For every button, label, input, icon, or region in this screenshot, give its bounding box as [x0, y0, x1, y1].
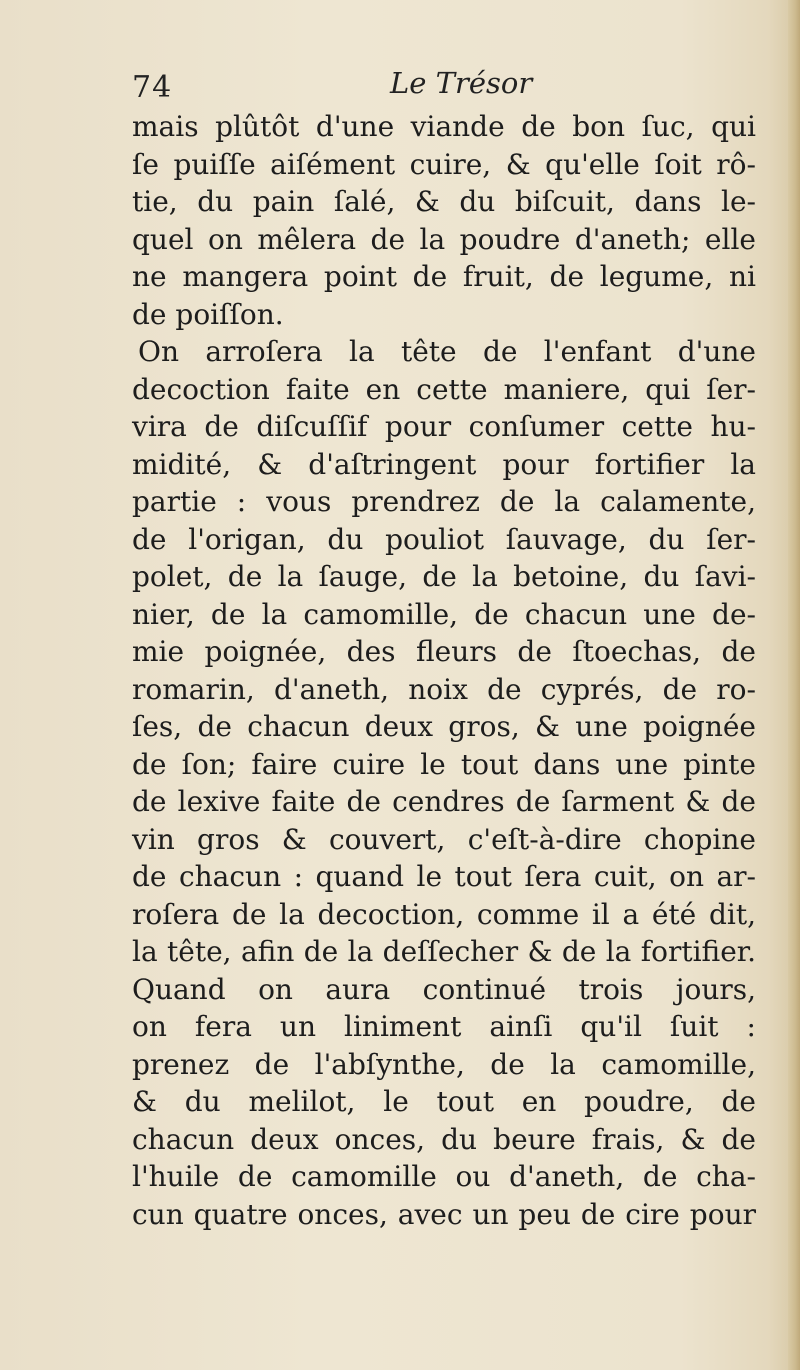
- text-line: mais plûtôt d'une viande de bon ſuc, qui: [132, 110, 756, 143]
- text-line: romarin, d'aneth, noix de cyprés, de ro-: [132, 672, 756, 706]
- page-edge: [788, 0, 800, 1370]
- text-line: on fera un liniment ainſi qu'il ſuit :: [132, 1010, 756, 1043]
- page-number: 74: [132, 70, 173, 105]
- text-line: Quand on aura continué trois jours,: [132, 972, 756, 1006]
- text-line: de poiſſon.: [132, 297, 284, 331]
- text-line: partie : vous prendrez de la calamente,: [132, 485, 756, 518]
- text-line: ſe puiſſe aiſément cuire, & qu'elle ſoit rô-: [132, 147, 756, 181]
- text-line: de lexive faite de cendres de ſarment & de: [132, 785, 756, 818]
- text-line: cun quatre onces, avec un peu de cire pour: [132, 1197, 756, 1231]
- text-line: ſes, de chacun deux gros, & une poignée: [132, 710, 756, 743]
- text-line: l'huile de camomille ou d'aneth, de cha-: [132, 1160, 756, 1193]
- text-line: polet, de la ſauge, de la betoine, du ſavi-: [132, 560, 756, 593]
- text-line: de ſon; faire cuire le tout dans une pinte: [132, 747, 756, 781]
- text-line: chacun deux onces, du beure frais, & de: [132, 1122, 756, 1156]
- page-header: [132, 66, 752, 106]
- text-line: mie poignée, des fleurs de ſtoechas, de: [132, 635, 756, 668]
- running-head: Le Trésor: [390, 66, 533, 100]
- text-line: ne mangera point de fruit, de legume, ni: [132, 260, 756, 293]
- text-line: & du melilot, le tout en poudre, de: [132, 1085, 756, 1118]
- text-line: prenez de l'abſynthe, de la camomille,: [132, 1047, 756, 1081]
- text-line: decoction faite en cette maniere, qui ſer-: [132, 372, 756, 406]
- text-line: tie, du pain ſalé, & du biſcuit, dans le-: [132, 185, 756, 218]
- body-text: [132, 108, 756, 1233]
- text-line: la tête, afin de la deſſecher & de la fortifier.: [132, 935, 756, 968]
- text-line: quel on mêlera de la poudre d'aneth; elle: [132, 222, 756, 256]
- text-line: vin gros & couvert, c'eſt-à-dire chopine: [132, 822, 756, 856]
- text-line: vira de diſcuſſif pour conſumer cette hu-: [132, 410, 756, 443]
- text-line: de chacun : quand le tout ſera cuit, on ar-: [132, 860, 756, 893]
- text-line: de l'origan, du pouliot ſauvage, du ſer-: [132, 522, 756, 556]
- text-line: roſera de la decoction, comme il a été dit,: [132, 897, 756, 931]
- text-line: nier, de la camomille, de chacun une de-: [132, 597, 756, 631]
- text-line: midité, & d'aſtringent pour fortifier la: [132, 447, 756, 481]
- text-line: On arroſera la tête de l'enfant d'une: [138, 335, 756, 368]
